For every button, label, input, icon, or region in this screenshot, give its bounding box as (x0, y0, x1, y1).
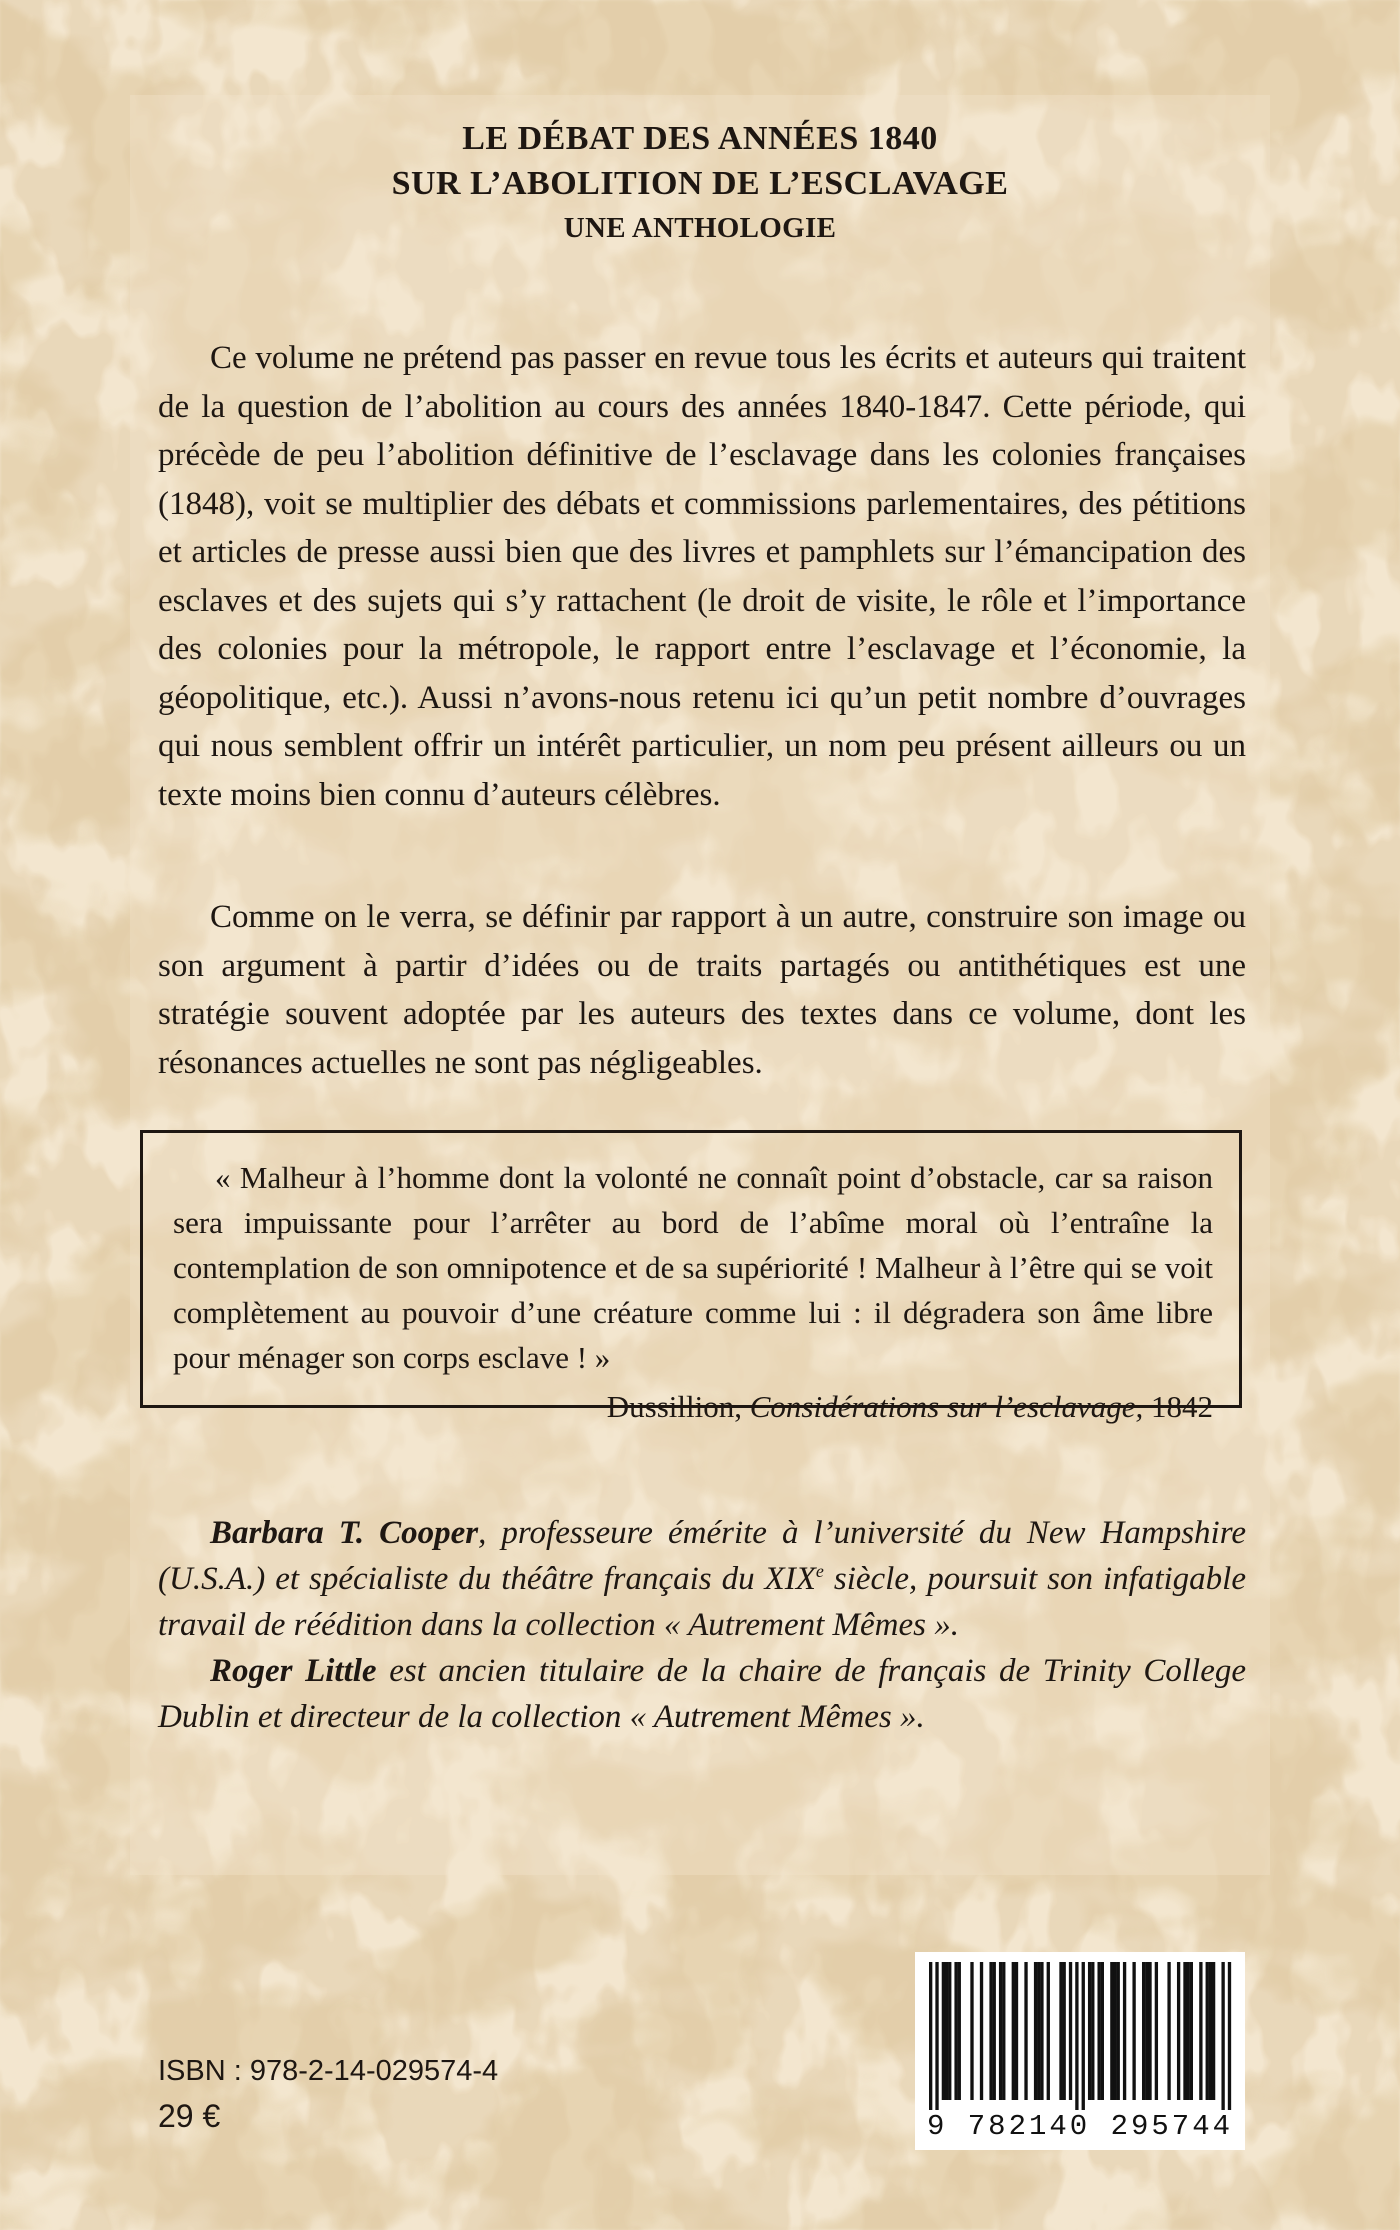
barcode (915, 1952, 1245, 2150)
barcode-bar (1167, 1962, 1170, 2100)
barcode-bar (980, 1962, 983, 2100)
barcode-bar (1002, 1962, 1005, 2100)
barcode-bar (1155, 1962, 1158, 2100)
barcode-bar (1063, 1962, 1066, 2100)
barcode-bar (1040, 1962, 1043, 2100)
barcode-bar (1101, 1962, 1104, 2100)
barcode-bar (1123, 1962, 1126, 2100)
barcode-bar (1113, 1962, 1116, 2100)
barcode-bar (1206, 1962, 1209, 2100)
bio-cooper-text-a: , professeure émérite à l’université du New Hampshire (U.S.A.) et spécialiste du théâtre français du XIX (158, 1515, 1246, 1597)
book-subtitle: UNE ANTHOLOGIE (563, 212, 837, 244)
barcode-bar (1132, 1962, 1135, 2100)
barcode-bar (1145, 1962, 1148, 2100)
barcode-bar (954, 1962, 957, 2100)
summary-text-2: Comme on le verra, se définir par rapport à un autre, construire son image ou son argument à partir d’idées ou de traits partagés ou antithétiques est une stratégie souvent adoptée par les auteurs des textes dans ce volume, dont les résonances actuelles ne sont pas négligeables. (158, 899, 1246, 1081)
barcode-bar (1034, 1962, 1037, 2100)
barcode-bar (1117, 1962, 1120, 2100)
barcode-bar (1097, 1962, 1100, 2100)
barcode-bar (1177, 1962, 1180, 2100)
barcode-bar (1199, 1962, 1202, 2100)
barcode-bar (1148, 1962, 1151, 2100)
barcode-bars (915, 1962, 1245, 2110)
quote-attribution (173, 1384, 1213, 1429)
barcode-bar (1212, 1962, 1215, 2100)
summary-text-1: Ce volume ne prétend pas passer en revue tous les écrits et auteurs qui traitent de la question de l’abolition au cours des années 1840-1847. Cette période, qui précède de peu l’abolition définitive de l’esclavage dans les colonies françaises (1848), voit se multiplier des débats et commissions parlementaires, des pétitions et articles de presse aussi bien que des livres et pamphlets sur l’émancipation des esclaves et des sujets qui s’y rattachent (le droit de visite, le rôle et l’importance des colonies pour la métropole, le rapport entre l’esclavage et l’économie, la géopolitique, etc.). Aussi n’avons-nous retenu ici qu’un petit nombre d’ouvrages qui nous semblent offrir un intérêt particulier, un nom peu présent ailleurs ou un texte moins bien connu d’auteurs célèbres. (158, 340, 1246, 813)
quote-author: Dussillion, (606, 1389, 742, 1424)
quote-year: 1842 (1151, 1389, 1213, 1424)
isbn-label: ISBN : 978-2-14-029574-4 (158, 2055, 499, 2087)
barcode-bar (1047, 1962, 1050, 2100)
barcode-bar (1186, 1962, 1189, 2100)
quote-box (140, 1130, 1242, 1424)
bio-cooper (158, 1510, 1246, 1648)
bio-little (158, 1648, 1246, 1740)
barcode-bar (948, 1962, 951, 2100)
barcode-bar (1221, 1962, 1224, 2110)
barcode-bar (993, 1962, 996, 2100)
barcode-bar (958, 1962, 961, 2100)
barcode-bar (999, 1962, 1002, 2100)
barcode-bar (1228, 1962, 1231, 2110)
barcode-bar (1142, 1962, 1145, 2100)
barcode-bar (1091, 1962, 1094, 2100)
book-title-line2: SUR L’ABOLITION DE L’ESCLAVAGE (391, 165, 1009, 202)
barcode-bar (1059, 1962, 1062, 2100)
barcode-bar (1183, 1962, 1186, 2100)
barcode-bar (1088, 1962, 1091, 2100)
barcode-bar (945, 1962, 948, 2100)
barcode-bar (929, 1962, 932, 2110)
barcode-bar (1082, 1962, 1085, 2110)
barcode-bar (989, 1962, 992, 2100)
barcode-bar (1069, 1962, 1072, 2100)
quote-work: Considérations sur l’esclavage, (749, 1389, 1144, 1424)
price-label: 29 € (158, 2098, 221, 2134)
barcode-bar (1190, 1962, 1193, 2100)
barcode-bar (942, 1962, 945, 2100)
summary-paragraph-2 (158, 893, 1246, 1087)
barcode-bar (1110, 1962, 1113, 2100)
barcode-bar (1209, 1962, 1212, 2100)
book-title-line1: LE DÉBAT DES ANNÉES 1840 (462, 120, 938, 157)
bio-cooper-name: Barbara T. Cooper (210, 1515, 479, 1551)
barcode-bar (1015, 1962, 1018, 2100)
barcode-bar (1075, 1962, 1078, 2110)
bio-cooper-sup: e (815, 1561, 824, 1581)
bio-little-name: Roger Little (210, 1653, 377, 1689)
barcode-digits: 9 782140 295744 (926, 2110, 1234, 2143)
barcode-bar (1037, 1962, 1040, 2100)
barcode-bar (970, 1962, 973, 2100)
barcode-bar (1012, 1962, 1015, 2100)
bio-cooper-text-b: siècle, poursuit son infatigable travail de réédition dans la collection « Autrement Mêmes ». (158, 1561, 1246, 1643)
barcode-bar (935, 1962, 938, 2110)
summary-paragraph-1 (158, 334, 1246, 819)
barcode-bar (1024, 1962, 1027, 2100)
bio-little-text: est ancien titulaire de la chaire de français de Trinity College Dublin et directeur de la collection « Autrement Mêmes ». (158, 1653, 1246, 1735)
author-bios (158, 1510, 1246, 1740)
quote-text: « Malheur à l’homme dont la volonté ne connaît point d’obstacle, car sa raison sera impuissante pour l’arrêter au bord de l’abîme moral où l’entraîne la contemplation de son omnipotence et de sa supériorité ! Malheur à l’être qui se voit complètement au pouvoir d’une créature comme lui : il dégradera son âme libre pour ménager son corps esclave ! » (173, 1160, 1213, 1375)
